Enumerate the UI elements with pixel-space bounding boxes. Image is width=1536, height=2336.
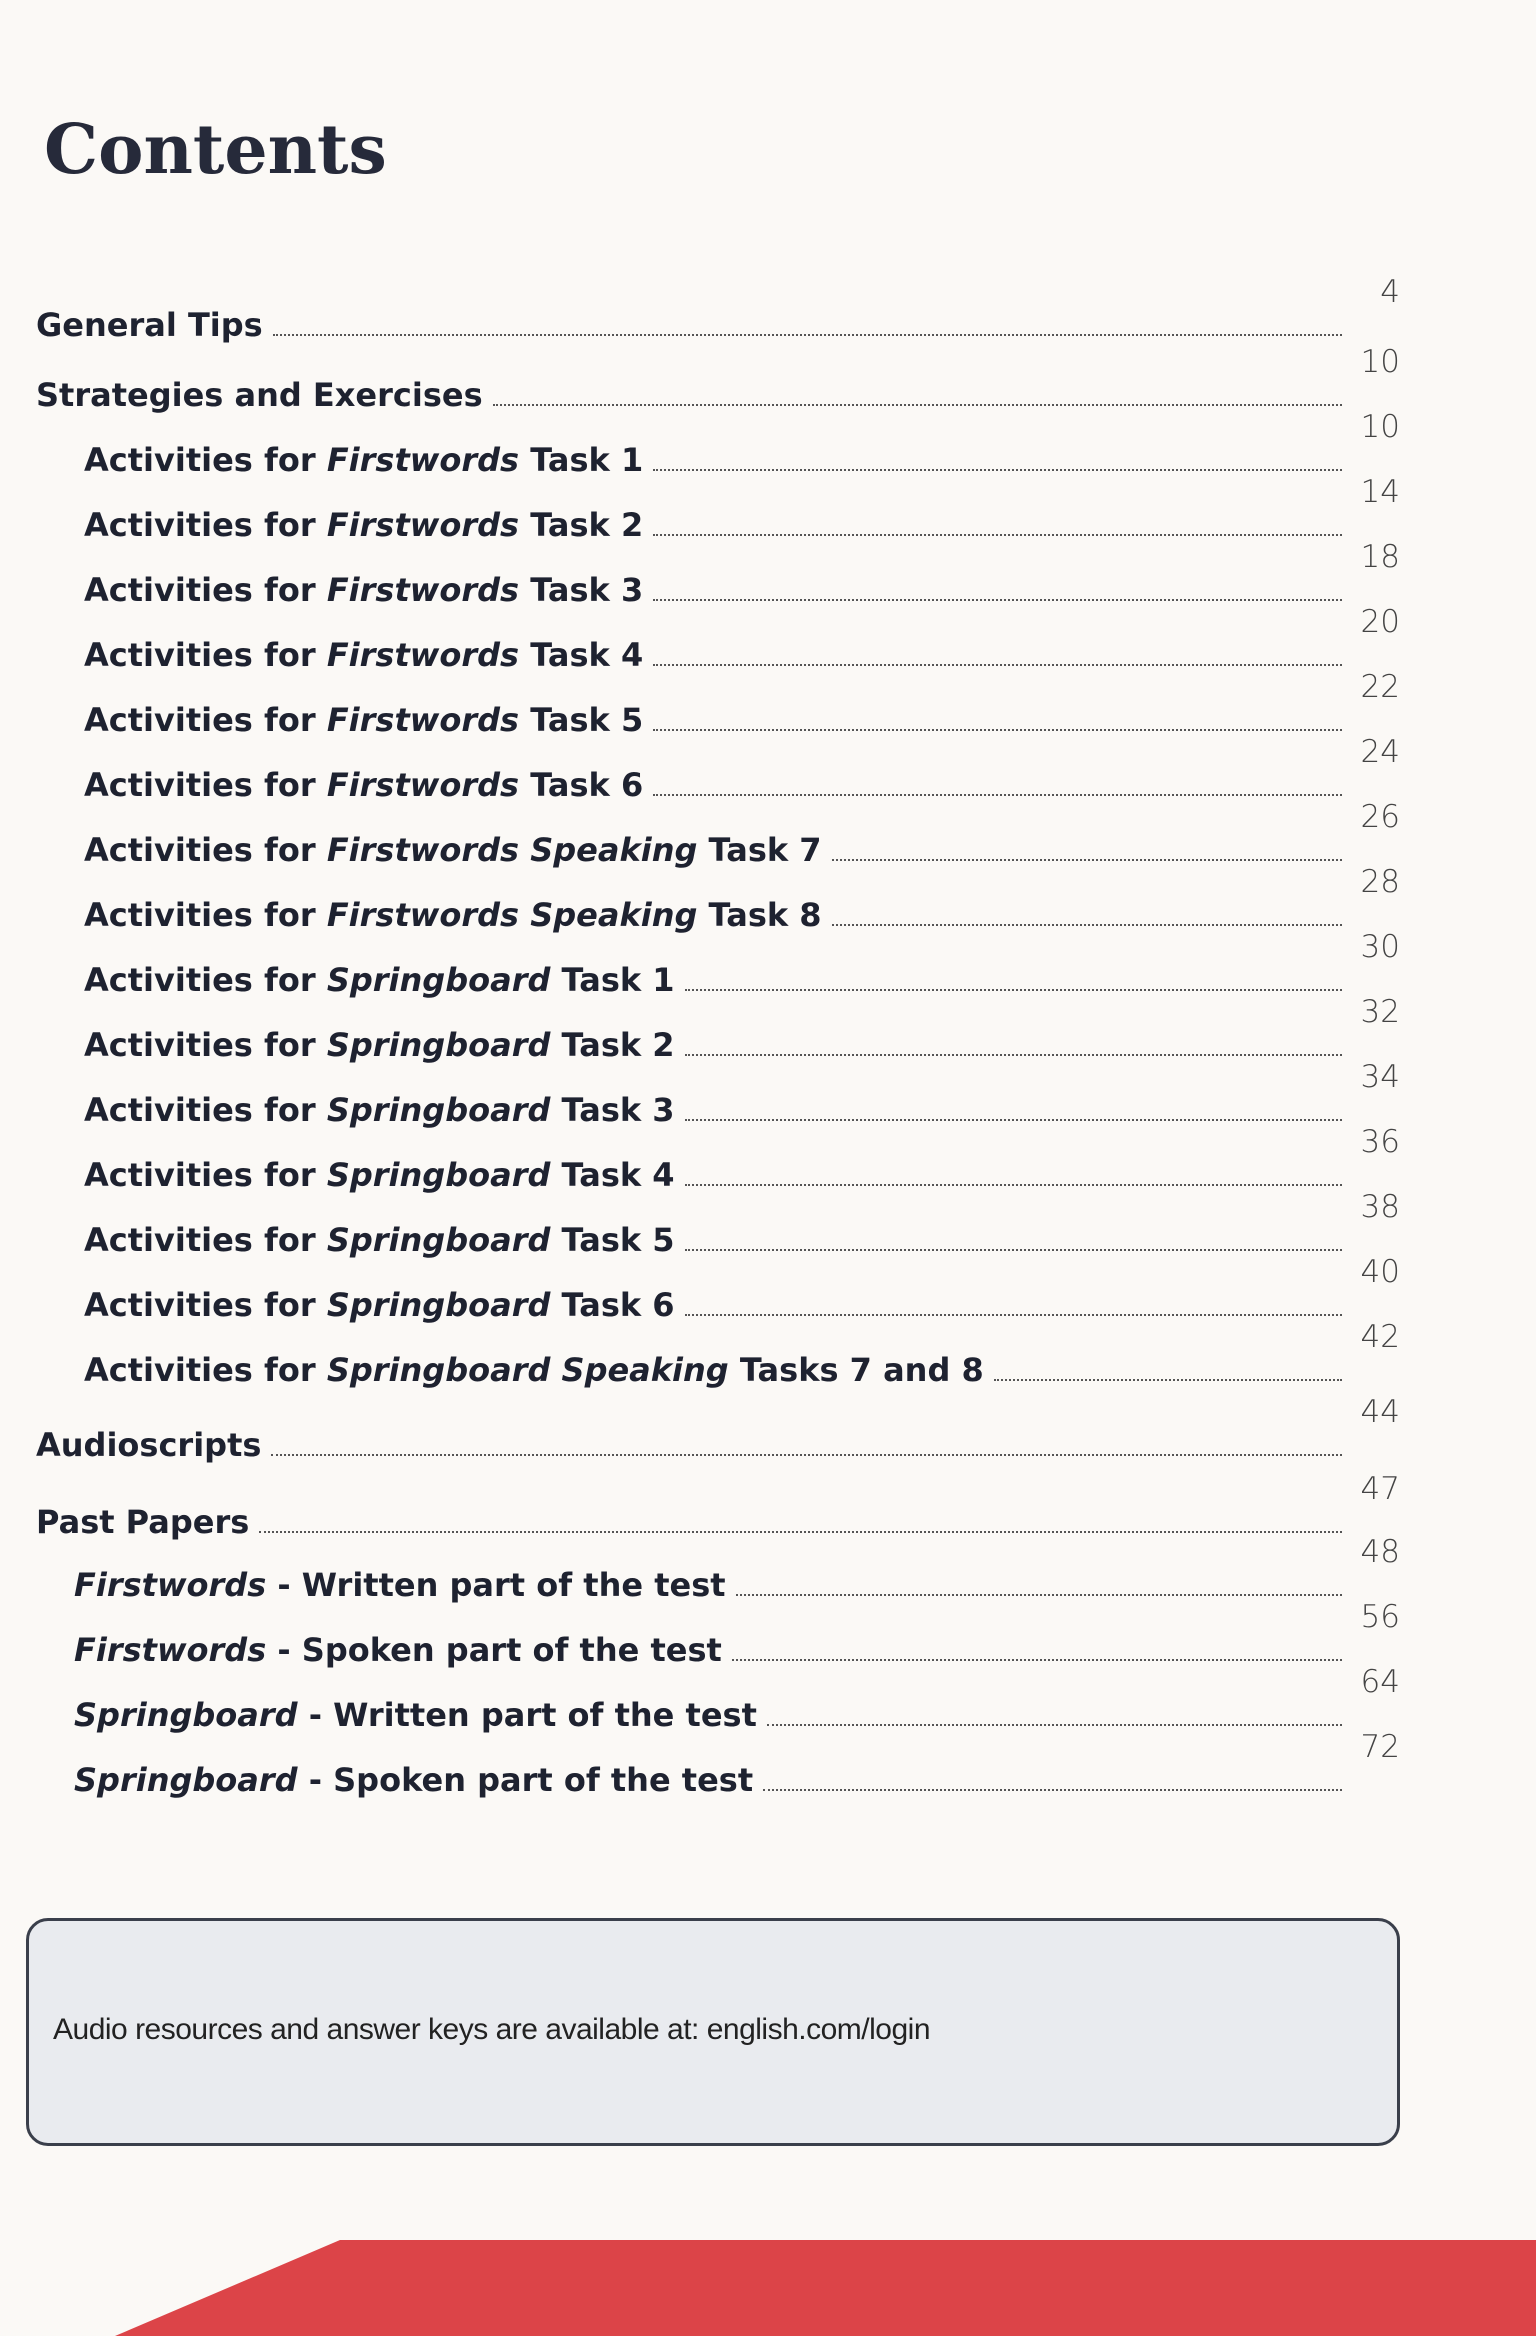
toc-entry-title-part: Audioscripts (36, 1426, 262, 1464)
toc-entry-title-part: Activities for (84, 506, 327, 544)
toc-page-number: 64 (1360, 1664, 1400, 1700)
toc-entry-title-part: Springboard (326, 1026, 551, 1064)
toc-page-number: 44 (1360, 1394, 1400, 1430)
toc-page-number: 30 (1360, 929, 1400, 965)
toc-entry-title (84, 571, 643, 609)
dot-leader (653, 664, 1342, 666)
toc-entry-title-part: Springboard (74, 1696, 298, 1734)
dot-leader (685, 1249, 1342, 1251)
toc-entry-title-part: Activities for (84, 1221, 327, 1259)
toc-entry-title-part: Strategies and Exercises (36, 376, 483, 414)
toc-entry-title-part: Task 4 (519, 636, 644, 674)
dot-leader (653, 794, 1342, 796)
toc-entry-title-part: Springboard (74, 1761, 298, 1799)
toc-entry-title-part: Firstwords (74, 1631, 267, 1669)
toc-page-number: 22 (1360, 669, 1400, 705)
toc-entry-title-part: Activities for (84, 961, 327, 999)
toc-entry-title-part: Task 1 (550, 961, 675, 999)
toc-entry (84, 669, 1400, 739)
toc-page-number: 72 (1360, 1729, 1400, 1765)
dot-leader (763, 1789, 1342, 1791)
toc-page-number: 20 (1360, 604, 1400, 640)
toc-entry-title-part: Task 6 (550, 1286, 675, 1324)
toc-entry (84, 929, 1400, 999)
toc-entry-title (84, 636, 643, 674)
toc-entry-title-part: Activities for (84, 1286, 327, 1324)
toc-entry-title-part: Firstwords Speaking (326, 896, 698, 934)
toc-entry-title-part: Task 8 (697, 896, 822, 934)
toc-entry-title-part: Activities for (84, 1091, 327, 1129)
dot-leader (736, 1594, 1342, 1596)
dot-leader (767, 1724, 1342, 1726)
toc-entry-title-part: Task 2 (519, 506, 644, 544)
dot-leader (685, 1054, 1342, 1056)
dot-leader (685, 989, 1342, 991)
toc-page-number: 34 (1360, 1059, 1400, 1095)
toc-entry-title (84, 441, 643, 479)
toc-entry-title-part: Firstwords Speaking (326, 831, 698, 869)
toc-entry (84, 994, 1400, 1064)
toc-entry-title-part: Task 6 (519, 766, 644, 804)
toc-entry-title-part: Firstwords (326, 441, 520, 479)
toc-entry (84, 1254, 1400, 1324)
toc-page-number: 47 (1360, 1471, 1400, 1507)
toc-entry (74, 1534, 1400, 1604)
toc-entry-title-part: Activities for (84, 441, 327, 479)
toc-entry-title (74, 1761, 753, 1799)
toc-entry-title (36, 1503, 249, 1541)
toc-page-number: 10 (1360, 409, 1400, 445)
toc-entry-title-part: General Tips (36, 306, 263, 344)
toc-entry-title (84, 701, 643, 739)
toc-entry-title (84, 1026, 675, 1064)
toc-entry-title-part: Activities for (84, 896, 327, 934)
toc-entry-title-part: - Written part of the test (297, 1696, 757, 1734)
toc-entry-title (84, 1156, 675, 1194)
toc-entry-title-part: Springboard (326, 1221, 551, 1259)
toc-entry-title (74, 1631, 722, 1669)
toc-entry (74, 1664, 1400, 1734)
dot-leader (685, 1184, 1342, 1186)
toc-entry (84, 474, 1400, 544)
toc-entry-title-part: - Spoken part of the test (297, 1761, 754, 1799)
toc-entry-title-part: Activities for (84, 1156, 327, 1194)
toc-entry (84, 1319, 1400, 1389)
dot-leader (832, 859, 1342, 861)
toc-entry-title-part: Task 1 (519, 441, 644, 479)
toc-page-number: 10 (1360, 344, 1400, 380)
page-title: Contents (44, 110, 387, 190)
toc-entry-title (84, 831, 822, 869)
toc-page-number: 38 (1360, 1189, 1400, 1225)
toc-entry-title-part: Tasks 7 and 8 (728, 1351, 984, 1389)
toc-entry-title-part: Firstwords (326, 506, 520, 544)
toc-page-number: 28 (1360, 864, 1400, 900)
dot-leader (653, 469, 1342, 471)
toc-entry-title (84, 1351, 984, 1389)
toc-entry-title-part: - Spoken part of the test (266, 1631, 722, 1669)
dot-leader (493, 404, 1342, 406)
toc-entry (84, 1124, 1400, 1194)
decorative-red-band (0, 2240, 1536, 2336)
toc-entry-title-part: Task 2 (550, 1026, 675, 1064)
dot-leader (271, 1454, 1342, 1456)
toc-entry-title-part: Firstwords (326, 701, 520, 739)
toc-page-number: 32 (1360, 994, 1400, 1030)
dot-leader (685, 1119, 1342, 1121)
dot-leader (994, 1379, 1342, 1381)
toc-entry (36, 1471, 1400, 1541)
toc-entry-title (84, 896, 822, 934)
toc-entry-title-part: Firstwords (74, 1566, 267, 1604)
note-box (26, 1918, 1400, 2146)
toc-entry-title-part: Task 5 (550, 1221, 675, 1259)
toc-entry (74, 1599, 1400, 1669)
toc-entry-title-part: Task 3 (519, 571, 644, 609)
toc-entry-title (84, 1091, 675, 1129)
toc-entry (84, 604, 1400, 674)
toc-entry-title-part: Activities for (84, 1351, 327, 1389)
toc-entry (84, 409, 1400, 479)
toc-page-number: 24 (1360, 734, 1400, 770)
toc-page-number: 14 (1360, 474, 1400, 510)
toc-entry-title (84, 766, 643, 804)
toc-entry (84, 539, 1400, 609)
dot-leader (259, 1531, 1342, 1533)
toc-page-number: 26 (1360, 799, 1400, 835)
toc-entry-title-part: Springboard (326, 961, 551, 999)
toc-entry-title-part: Activities for (84, 701, 327, 739)
toc-entry-title-part: Task 4 (550, 1156, 675, 1194)
toc-entry-title-part: Firstwords (326, 766, 520, 804)
toc-entry-title-part: Springboard (326, 1091, 551, 1129)
toc-entry (36, 274, 1400, 344)
note-text: Audio resources and answer keys are available at: english.com/login (53, 2013, 931, 2046)
toc-entry-title (84, 1221, 675, 1259)
toc-entry-title-part: Activities for (84, 766, 327, 804)
dot-leader (685, 1314, 1342, 1316)
toc-entry-title-part: Task 7 (697, 831, 822, 869)
toc-entry-title-part: Firstwords (326, 571, 520, 609)
toc-entry (84, 734, 1400, 804)
dot-leader (732, 1659, 1342, 1661)
toc-entry-title (74, 1566, 726, 1604)
toc-entry-title-part: Springboard (326, 1156, 551, 1194)
toc-entry-title-part: Springboard (326, 1286, 551, 1324)
toc-entry (84, 1189, 1400, 1259)
toc-page-number: 48 (1360, 1534, 1400, 1570)
toc-entry-title-part: Springboard Speaking (326, 1351, 729, 1389)
toc-entry (84, 1059, 1400, 1129)
toc-page-number: 4 (1380, 274, 1400, 310)
dot-leader (273, 334, 1342, 336)
toc-entry-title (84, 1286, 675, 1324)
toc-entry-title-part: - Written part of the test (266, 1566, 726, 1604)
toc-entry-title (36, 306, 263, 344)
dot-leader (832, 924, 1342, 926)
toc-entry-title-part: Activities for (84, 571, 327, 609)
toc-entry-title-part: Activities for (84, 831, 327, 869)
toc-entry (36, 344, 1400, 414)
toc-entry-title-part: Firstwords (326, 636, 520, 674)
dot-leader (653, 534, 1342, 536)
toc-page-number: 36 (1360, 1124, 1400, 1160)
toc-page-number: 42 (1360, 1319, 1400, 1355)
toc-entry-title-part: Activities for (84, 1026, 327, 1064)
toc-entry-title (84, 961, 675, 999)
toc-page-number: 40 (1360, 1254, 1400, 1290)
toc-entry-title (36, 1426, 261, 1464)
toc-entry-title (74, 1696, 757, 1734)
toc-entry (74, 1729, 1400, 1799)
toc-entry-title-part: Activities for (84, 636, 327, 674)
toc-page-number: 56 (1360, 1599, 1400, 1635)
dot-leader (653, 599, 1342, 601)
toc-entry-title (84, 506, 643, 544)
toc-entry-title (36, 376, 483, 414)
toc-entry (84, 799, 1400, 869)
toc-entry-title-part: Task 5 (519, 701, 644, 739)
toc-entry-title-part: Past Papers (36, 1503, 250, 1541)
toc-page-number: 18 (1360, 539, 1400, 575)
toc-entry (84, 864, 1400, 934)
toc-entry (36, 1394, 1400, 1464)
toc-entry-title-part: Task 3 (550, 1091, 675, 1129)
dot-leader (653, 729, 1342, 731)
